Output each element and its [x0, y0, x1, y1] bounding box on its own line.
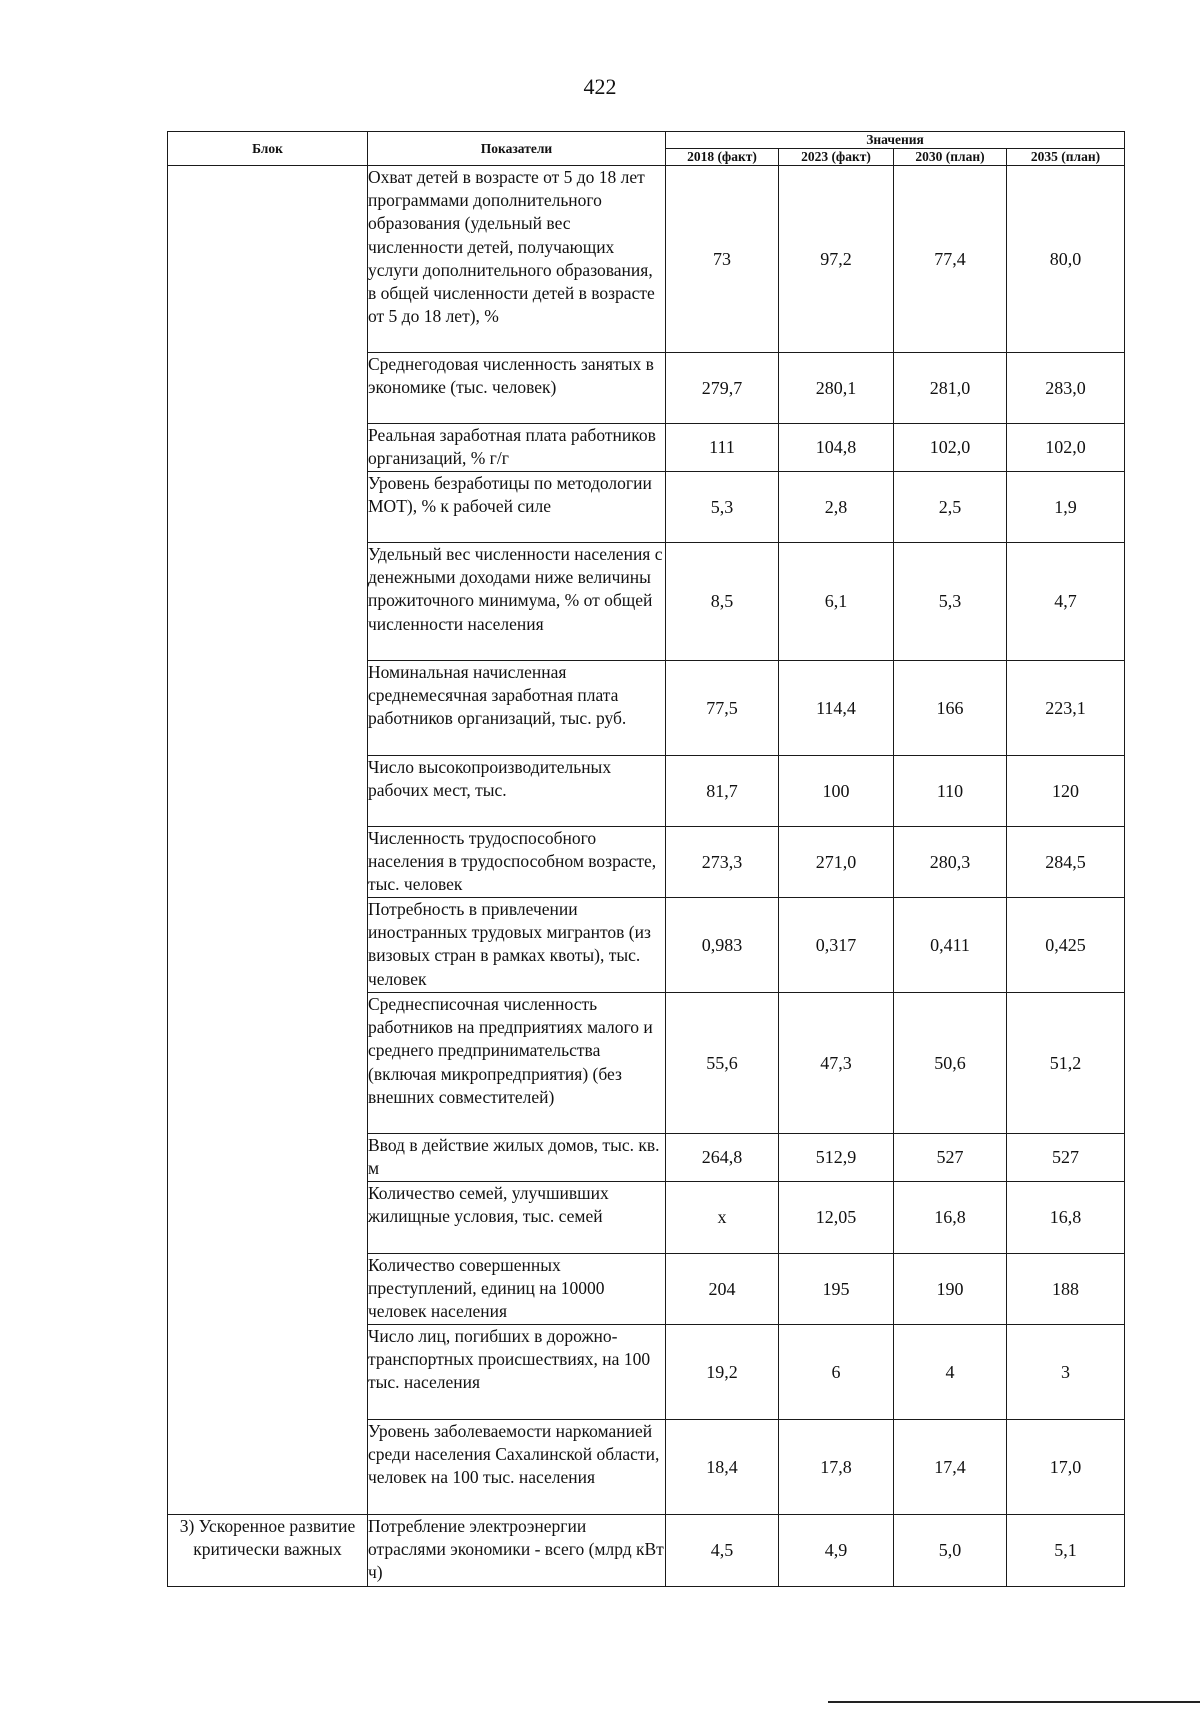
header-year: 2018 (факт) [666, 149, 779, 166]
value-cell: 4,5 [666, 1515, 779, 1587]
indicator-cell: Количество семей, улучшивших жилищные условия, тыс. семей [368, 1182, 666, 1254]
value-cell: 110 [894, 756, 1007, 827]
value-cell: 4,7 [1007, 543, 1125, 661]
header-values: Значения [666, 132, 1125, 149]
value-cell: 77,5 [666, 661, 779, 756]
value-cell: 47,3 [779, 993, 894, 1134]
block-label: 3) Ускоренное развитие критически важных [168, 1515, 368, 1587]
value-cell: 190 [894, 1254, 1007, 1325]
value-cell: 512,9 [779, 1134, 894, 1182]
value-cell: 5,1 [1007, 1515, 1125, 1587]
value-cell: 188 [1007, 1254, 1125, 1325]
value-cell: 271,0 [779, 827, 894, 898]
indicator-cell: Количество совершенных преступлений, единиц на 10000 человек населения [368, 1254, 666, 1325]
value-cell: 18,4 [666, 1420, 779, 1515]
header-block: Блок [168, 132, 368, 166]
indicator-cell: Уровень заболеваемости наркоманией среди населения Сахалинской области, человек на 100 тыс. населения [368, 1420, 666, 1515]
value-cell: 104,8 [779, 424, 894, 472]
value-cell: 264,8 [666, 1134, 779, 1182]
value-cell: 17,4 [894, 1420, 1007, 1515]
page-number: 422 [583, 74, 617, 99]
indicator-cell: Потребность в привлечении иностранных трудовых мигрантов (из визовых стран в рамках квоты), тыс. человек [368, 898, 666, 993]
value-cell: х [666, 1182, 779, 1254]
block-cell [168, 166, 368, 1515]
table-row [168, 1515, 1125, 1587]
value-cell: 97,2 [779, 166, 894, 353]
value-cell: 2,5 [894, 472, 1007, 543]
value-cell: 50,6 [894, 993, 1007, 1134]
value-cell: 16,8 [1007, 1182, 1125, 1254]
value-cell: 17,8 [779, 1420, 894, 1515]
indicator-cell: Среднегодовая численность занятых в экономике (тыс. человек) [368, 353, 666, 424]
indicator-cell: Потребление электроэнергии отраслями экономики - всего (млрд кВт ч) [368, 1515, 666, 1587]
value-cell: 80,0 [1007, 166, 1125, 353]
value-cell: 6,1 [779, 543, 894, 661]
value-cell: 1,9 [1007, 472, 1125, 543]
value-cell: 6 [779, 1325, 894, 1420]
value-cell: 2,8 [779, 472, 894, 543]
value-cell: 4 [894, 1325, 1007, 1420]
value-cell: 204 [666, 1254, 779, 1325]
value-cell: 279,7 [666, 353, 779, 424]
value-cell: 223,1 [1007, 661, 1125, 756]
value-cell: 166 [894, 661, 1007, 756]
value-cell: 114,4 [779, 661, 894, 756]
indicator-cell: Среднесписочная численность работников на предприятиях малого и среднего предпринимательства (включая микропредприятия) (без внешних совместителей) [368, 993, 666, 1134]
value-cell: 16,8 [894, 1182, 1007, 1254]
value-cell: 3 [1007, 1325, 1125, 1420]
value-cell: 280,1 [779, 353, 894, 424]
value-cell: 55,6 [666, 993, 779, 1134]
indicator-cell: Удельный вес численности населения с денежными доходами ниже величины прожиточного минимума, % от общей численности населения [368, 543, 666, 661]
page-edge-line [828, 1701, 1200, 1703]
indicator-cell: Число высокопроизводительных рабочих мест, тыс. [368, 756, 666, 827]
value-cell: 0,411 [894, 898, 1007, 993]
value-cell: 5,0 [894, 1515, 1007, 1587]
value-cell: 5,3 [666, 472, 779, 543]
indicator-cell: Ввод в действие жилых домов, тыс. кв. м [368, 1134, 666, 1182]
value-cell: 281,0 [894, 353, 1007, 424]
value-cell: 284,5 [1007, 827, 1125, 898]
value-cell: 283,0 [1007, 353, 1125, 424]
value-cell: 100 [779, 756, 894, 827]
value-cell: 51,2 [1007, 993, 1125, 1134]
header-year: 2030 (план) [894, 149, 1007, 166]
indicator-cell: Номинальная начисленная среднемесячная заработная плата работников организаций, тыс. руб. [368, 661, 666, 756]
value-cell: 273,3 [666, 827, 779, 898]
value-cell: 4,9 [779, 1515, 894, 1587]
value-cell: 8,5 [666, 543, 779, 661]
value-cell: 19,2 [666, 1325, 779, 1420]
header-indicators: Показатели [368, 132, 666, 166]
value-cell: 5,3 [894, 543, 1007, 661]
value-cell: 12,05 [779, 1182, 894, 1254]
value-cell: 280,3 [894, 827, 1007, 898]
value-cell: 102,0 [1007, 424, 1125, 472]
header-year: 2023 (факт) [779, 149, 894, 166]
indicator-cell: Уровень безработицы по методологии МОТ), % к рабочей силе [368, 472, 666, 543]
value-cell: 527 [1007, 1134, 1125, 1182]
value-cell: 77,4 [894, 166, 1007, 353]
indicator-cell: Реальная заработная плата работников организаций, % г/г [368, 424, 666, 472]
indicator-cell: Число лиц, погибших в дорожно-транспортных происшествиях, на 100 тыс. населения [368, 1325, 666, 1420]
value-cell: 73 [666, 166, 779, 353]
header-year: 2035 (план) [1007, 149, 1125, 166]
indicators-table [167, 131, 1125, 1587]
indicator-cell: Охват детей в возрасте от 5 до 18 лет программами дополнительного образования (удельный вес численности детей, получающих услуги дополнительного образования, в общей численности детей в возрасте от 5 до 18 лет), % [368, 166, 666, 353]
value-cell: 0,983 [666, 898, 779, 993]
value-cell: 195 [779, 1254, 894, 1325]
value-cell: 0,425 [1007, 898, 1125, 993]
value-cell: 120 [1007, 756, 1125, 827]
table-row [168, 166, 1125, 353]
value-cell: 102,0 [894, 424, 1007, 472]
value-cell: 527 [894, 1134, 1007, 1182]
value-cell: 17,0 [1007, 1420, 1125, 1515]
indicator-cell: Численность трудоспособного населения в трудоспособном возрасте, тыс. человек [368, 827, 666, 898]
value-cell: 81,7 [666, 756, 779, 827]
value-cell: 0,317 [779, 898, 894, 993]
value-cell: 111 [666, 424, 779, 472]
